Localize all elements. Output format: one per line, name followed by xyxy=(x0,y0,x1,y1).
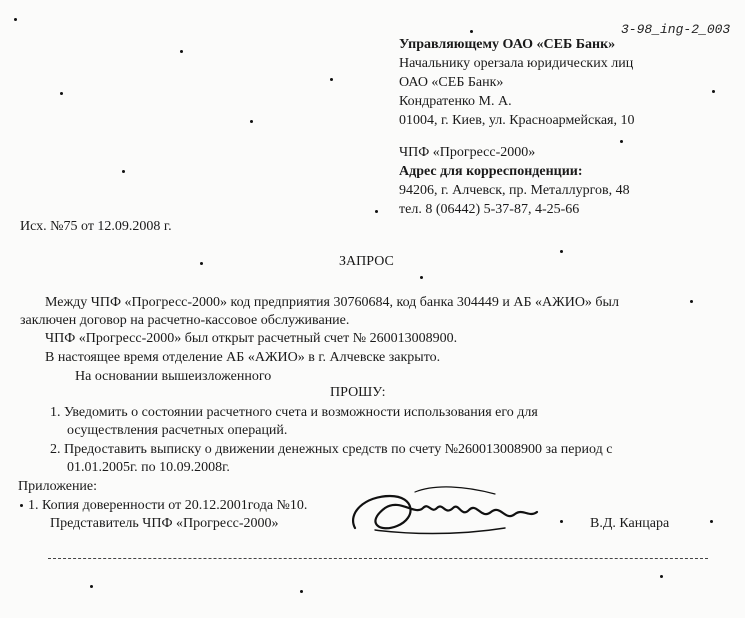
scan-speck xyxy=(712,90,715,93)
scan-speck xyxy=(200,262,203,265)
scan-speck xyxy=(122,170,125,173)
body-p1-line2: заключен договор на расчетно-кассовое обслуживание. xyxy=(20,313,350,328)
sender-address-label: Адрес для корреспонденции: xyxy=(399,164,583,179)
body-p1-line1: Между ЧПФ «Прогресс-2000» код предприятия 30760684, код банка 304449 и АБ «АЖИО» был xyxy=(45,295,619,310)
bottom-separator xyxy=(48,558,708,559)
scan-speck xyxy=(620,140,623,143)
scan-speck xyxy=(375,210,378,213)
request-item2-line2: 01.01.2005г. по 10.09.2008г. xyxy=(67,460,230,475)
document-title: ЗАПРОС xyxy=(339,254,394,269)
addressee-line3: ОАО «СЕБ Банк» xyxy=(399,75,504,90)
scan-speck xyxy=(20,504,23,507)
handwritten-signature xyxy=(345,478,545,548)
request-item1-line2: осуществления расчетных операций. xyxy=(67,423,288,438)
addressee-line4: Кондратенко М. А. xyxy=(399,94,512,109)
addressee-line5: 01004, г. Киев, ул. Красноармейская, 10 xyxy=(399,113,635,128)
scan-speck xyxy=(660,575,663,578)
scan-speck xyxy=(560,520,563,523)
scan-speck xyxy=(330,78,333,81)
request-item2-line1: 2. Предоставить выписку о движении денежных средств по счету №260013008900 за период с xyxy=(50,442,613,457)
scan-speck xyxy=(300,590,303,593)
body-p4: На основании вышеизложенного xyxy=(75,369,272,384)
appendix-item1: 1. Копия доверенности от 20.12.2001года №10. xyxy=(28,498,308,513)
signatory-name: В.Д. Канцара xyxy=(590,516,670,531)
scan-speck xyxy=(690,300,693,303)
scan-speck xyxy=(90,585,93,588)
scan-speck xyxy=(250,120,253,123)
scan-speck xyxy=(180,50,183,53)
request-item1-line1: 1. Уведомить о состоянии расчетного счета и возможности использования его для xyxy=(50,405,538,420)
appendix-label: Приложение: xyxy=(18,479,98,494)
sender-phone: тел. 8 (06442) 5-37-87, 4-25-66 xyxy=(399,202,580,217)
scan-speck xyxy=(14,18,17,21)
sender-name: ЧПФ «Прогресс-2000» xyxy=(399,145,536,160)
sender-address: 94206, г. Алчевск, пр. Металлургов, 48 xyxy=(399,183,630,198)
archive-stamp: 3-98_ing-2_003 xyxy=(621,22,731,37)
outgoing-reference: Исх. №75 от 12.09.2008 г. xyxy=(20,219,172,234)
scan-speck xyxy=(710,520,713,523)
scan-speck xyxy=(560,250,563,253)
body-p3: В настоящее время отделение АБ «АЖИО» в г. Алчевске закрыто. xyxy=(45,350,441,365)
scan-speck xyxy=(60,92,63,95)
signatory-role: Представитель ЧПФ «Прогресс-2000» xyxy=(50,516,279,531)
body-p2: ЧПФ «Прогресс-2000» был открыт расчетный счет № 260013008900. xyxy=(45,331,458,346)
addressee-line1: Управляющему ОАО «СЕБ Банк» xyxy=(399,37,616,52)
addressee-line2: Начальнику operзала юридических лиц xyxy=(399,56,634,71)
request-heading: ПРОШУ: xyxy=(330,385,386,400)
scan-speck xyxy=(420,276,423,279)
scan-speck xyxy=(470,30,473,33)
